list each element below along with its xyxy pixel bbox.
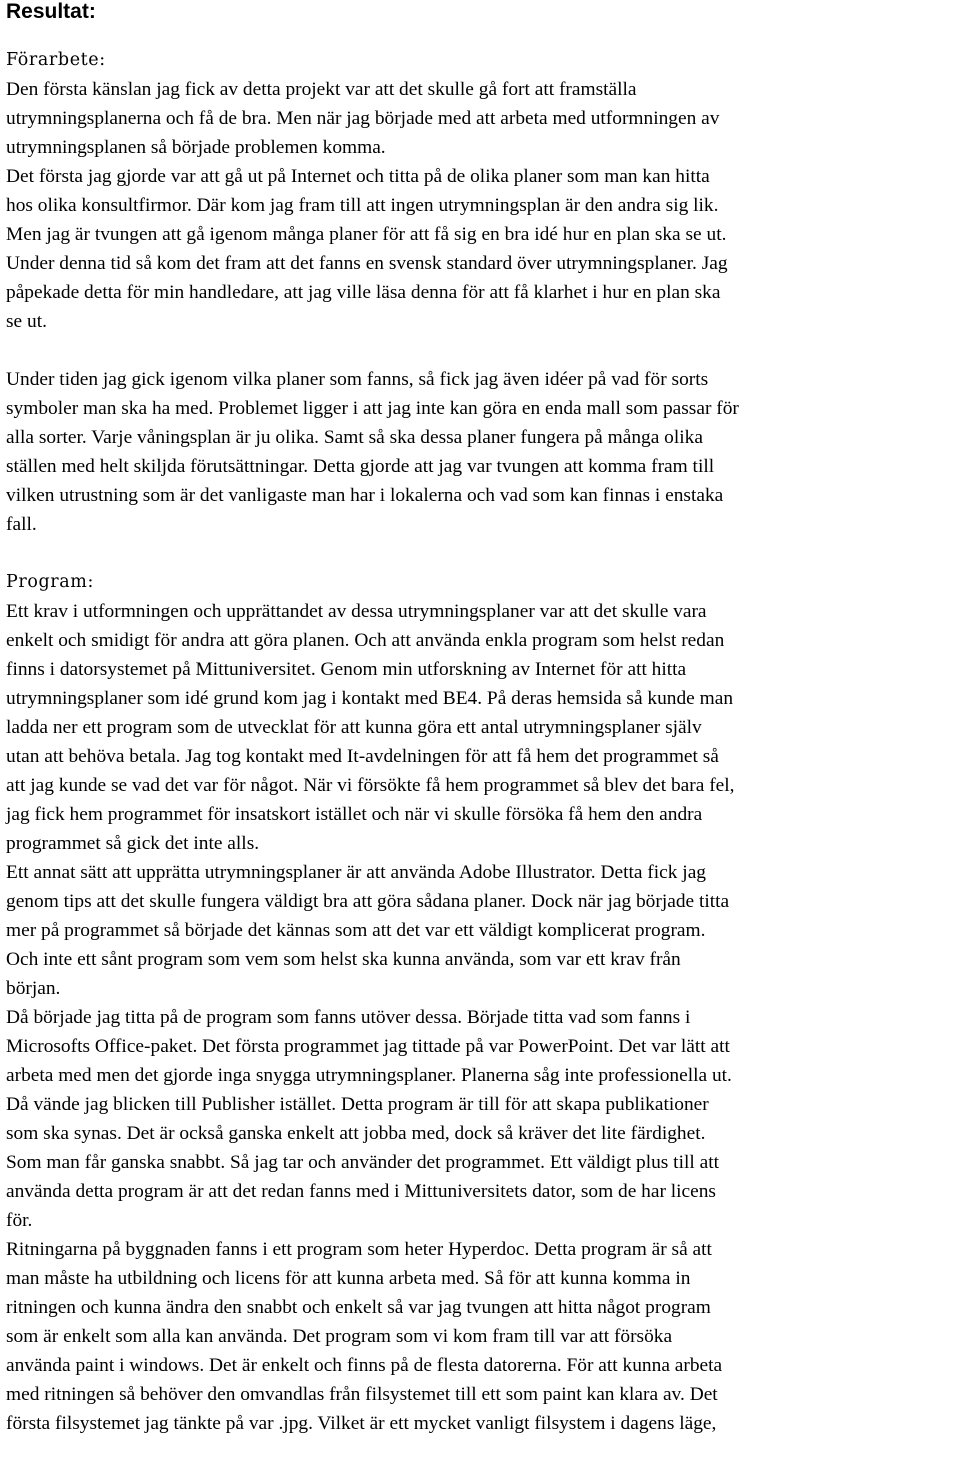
text-line: Ett annat sätt att upprätta utrymningsplaner är att använda Adobe Illustrator. Detta fick jag (6, 862, 706, 883)
paragraph (6, 75, 960, 336)
paragraph (6, 597, 960, 1438)
text-line: man måste ha utbildning och licens för att kunna arbeta med. Så för att kunna komma in (6, 1268, 691, 1289)
text-line: som ska synas. Det är också ganska enkelt att jobba med, dock så kräver det lite färdighet. (6, 1123, 706, 1144)
text-line: Men jag är tvungen att gå igenom många planer för att få sig en bra idé hur en plan ska se ut. (6, 224, 727, 245)
text-line: mer på programmet så började det kännas som att det var ett väldigt komplicerat program. (6, 920, 706, 941)
text-line: Då vände jag blicken till Publisher istället. Detta program är till för att skapa publikationer (6, 1094, 709, 1115)
text-line: påpekade detta för min handledare, att jag ville läsa denna för att få klarhet i hur en plan ska (6, 282, 721, 303)
text-line: använda paint i windows. Det är enkelt och finns på de flesta datorerna. För att kunna arbeta (6, 1355, 723, 1376)
text-line: enkelt och smidigt för andra att göra planen. Och att använda enkla program som helst redan (6, 630, 725, 651)
document-page (6, 0, 960, 1438)
text-line: som är enkelt som alla kan använda. Det program som vi kom fram till var att försöka (6, 1326, 673, 1347)
text-line: utrymningsplanen så började problemen komma. (6, 137, 386, 158)
page-title: Resultat: (6, 0, 96, 23)
text-line: för. (6, 1210, 33, 1231)
section-heading: Förarbete: (6, 50, 106, 70)
paragraph-gap (6, 539, 960, 568)
text-line: använda detta program är att det redan fanns med i Mittuniversitets dator, som de har licens (6, 1181, 716, 1202)
text-line: genom tips att det skulle fungera väldigt bra att göra sådana planer. Dock när jag började titta (6, 891, 730, 912)
text-line: ställen med helt skiljda förutsättningar. Detta gjorde att jag var tvungen att komma fram till (6, 456, 715, 477)
text-line: programmet så gick det inte alls. (6, 833, 260, 854)
text-line: ritningen och kunna ändra den snabbt och enkelt så var jag tvungen att hitta något program (6, 1297, 711, 1318)
text-line: fall. (6, 514, 37, 535)
text-line: Och inte ett sånt program som vem som helst ska kunna använda, som var ett krav från (6, 949, 681, 970)
section-heading: Program: (6, 572, 94, 592)
text-line: utan att behöva betala. Jag tog kontakt med It-avdelningen för att få hem det programmet så (6, 746, 719, 767)
text-line: med ritningen så behöver den omvandlas från filsystemet till ett som paint kan klara av. Det (6, 1384, 718, 1405)
text-line: utrymningsplaner som idé grund kom jag i kontakt med BE4. På deras hemsida så kunde man (6, 688, 734, 709)
text-line: Som man får ganska snabbt. Så jag tar och använder det programmet. Ett väldigt plus till att (6, 1152, 719, 1173)
text-line: Det första jag gjorde var att gå ut på Internet och titta på de olika planer som man kan hitta (6, 166, 710, 187)
text-line: början. (6, 978, 61, 999)
text-line: Under denna tid så kom det fram att det fanns en svensk standard över utrymningsplaner. Jag (6, 253, 728, 274)
text-line: ladda ner ett program som de utvecklat för att kunna göra ett antal utrymningsplaner själv (6, 717, 702, 738)
text-line: Under tiden jag gick igenom vilka planer som fanns, så fick jag även idéer på vad för sorts (6, 369, 709, 390)
text-line: första filsystemet jag tänkte på var .jpg. Vilket är ett mycket vanligt filsystem i dagens läge, (6, 1413, 717, 1434)
text-line: att jag kunde se vad det var för något. När vi försökte få hem programmet så blev det bara fel, (6, 775, 735, 796)
text-line: vilken utrustning som är det vanligaste man har i lokalerna och vad som kan finnas i enstaka (6, 485, 724, 506)
text-line: Ett krav i utformningen och upprättandet av dessa utrymningsplaner var att det skulle vara (6, 601, 707, 622)
text-line: utrymningsplanerna och få de bra. Men när jag började med att arbeta med utformningen av (6, 108, 720, 129)
text-line: finns i datorsystemet på Mittuniversitet. Genom min utforskning av Internet för att hitta (6, 659, 687, 680)
text-line: jag fick hem programmet för insatskort istället och när vi skulle försöka få hem den andra (6, 804, 703, 825)
paragraph-gap (6, 336, 960, 365)
text-line: alla sorter. Varje våningsplan är ju olika. Samt så ska dessa planer fungera på många olika (6, 427, 703, 448)
section-program (6, 568, 960, 1438)
text-line: Microsofts Office-paket. Det första programmet jag tittade på var PowerPoint. Det var lätt att (6, 1036, 730, 1057)
paragraph (6, 365, 960, 539)
section-forarbete (6, 46, 960, 568)
text-line: arbeta med men det gjorde inga snygga utrymningsplaner. Planerna såg inte professionella ut. (6, 1065, 732, 1086)
text-line: Ritningarna på byggnaden fanns i ett program som heter Hyperdoc. Detta program är så att (6, 1239, 712, 1260)
text-line: Den första känslan jag fick av detta projekt var att det skulle gå fort att framställa (6, 79, 637, 100)
text-line: symboler man ska ha med. Problemet ligger i att jag inte kan göra en enda mall som passar för (6, 398, 739, 419)
text-line: Då började jag titta på de program som fanns utöver dessa. Började titta vad som fanns i (6, 1007, 691, 1028)
text-line: hos olika konsultfirmor. Där kom jag fram till att ingen utrymningsplan är den andra sig lik. (6, 195, 719, 216)
text-line: se ut. (6, 311, 47, 332)
